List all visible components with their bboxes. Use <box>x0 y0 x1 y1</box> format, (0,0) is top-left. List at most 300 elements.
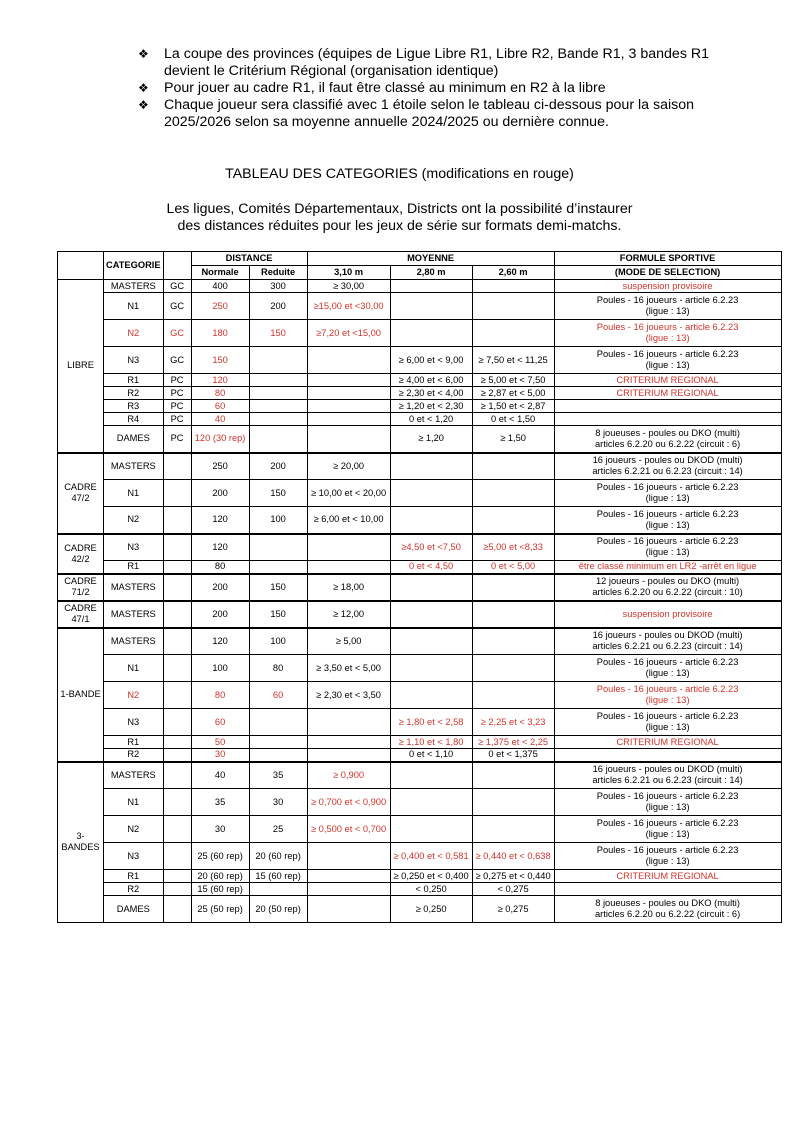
moyenne-260-cell <box>472 320 554 347</box>
moyenne-260-cell: 0 et < 1,50 <box>472 413 554 426</box>
distance-reduite-cell <box>249 426 307 453</box>
header-empty <box>58 252 104 280</box>
formule-line: 8 joueuses - poules ou DKO (multi) <box>595 898 740 908</box>
category-cell: N1 <box>104 480 164 507</box>
category-cell: MASTERS <box>104 628 164 655</box>
formule-line: 16 joueurs - poules ou DKOD (multi) <box>592 455 743 466</box>
group-name-cell: CADRE 47/2 <box>58 453 104 534</box>
distance-reduite-cell: 300 <box>249 280 307 293</box>
table-row <box>58 374 782 387</box>
moyenne-280-cell: 0 et < 1,20 <box>390 413 472 426</box>
table-row <box>58 400 782 413</box>
moyenne-260-cell <box>472 655 554 682</box>
type-cell: GC <box>163 347 191 374</box>
moyenne-260-cell: ≥ 5,00 et < 7,50 <box>472 374 554 387</box>
moyenne-280-cell: ≥ 0,250 et < 0,400 <box>390 870 472 883</box>
header-normale: Normale <box>191 266 249 280</box>
group-name-cell: 3- BANDES <box>58 762 104 923</box>
formule-line: Poules - 16 joueurs - article 6.2.23 <box>596 657 739 667</box>
distance-normale-cell: 40 <box>191 413 249 426</box>
table-row <box>58 574 782 601</box>
distance-normale-cell: 100 <box>191 655 249 682</box>
moyenne-280-cell <box>390 789 472 816</box>
moyenne-310-cell <box>307 347 390 374</box>
distance-reduite-cell <box>249 736 307 749</box>
distance-reduite-cell <box>249 347 307 374</box>
distance-normale-cell: 40 <box>191 762 249 789</box>
formule-line: (ligue : 13) <box>645 493 690 503</box>
formule-line: Poules - 16 joueurs - article 6.2.23 <box>596 845 739 855</box>
moyenne-310-cell <box>307 883 390 896</box>
moyenne-280-cell: ≥ 0,400 et < 0,581 <box>390 843 472 870</box>
distance-reduite-cell: 150 <box>249 480 307 507</box>
moyenne-260-cell <box>472 507 554 534</box>
moyenne-310-cell <box>307 736 390 749</box>
type-cell: GC <box>163 320 191 347</box>
distance-reduite-cell <box>249 534 307 561</box>
distance-reduite-cell: 100 <box>249 507 307 534</box>
moyenne-260-cell: ≥ 0,440 et < 0,638 <box>472 843 554 870</box>
moyenne-260-cell: ≥ 1,50 et < 2,87 <box>472 400 554 413</box>
distance-normale-cell: 35 <box>191 789 249 816</box>
formule-line: (ligue : 13) <box>645 668 690 678</box>
category-cell: DAMES <box>104 426 164 453</box>
formule-cell <box>554 374 781 387</box>
distance-normale-cell: 120 <box>191 374 249 387</box>
distance-normale-cell: 400 <box>191 280 249 293</box>
category-cell: R1 <box>104 561 164 574</box>
bullet-item <box>138 46 758 80</box>
formule-line: Poules - 16 joueurs - article 6.2.23 <box>596 322 739 332</box>
type-cell <box>163 682 191 709</box>
moyenne-260-cell: ≥5,00 et <8,33 <box>472 534 554 561</box>
distance-normale-cell: 150 <box>191 347 249 374</box>
moyenne-280-cell <box>390 480 472 507</box>
type-cell: PC <box>163 400 191 413</box>
distance-normale-cell: 80 <box>191 387 249 400</box>
formule-line: Poules - 16 joueurs - article 6.2.23 <box>596 349 739 359</box>
formule-cell <box>554 843 781 870</box>
formule-line: CRITERIUM REGIONAL <box>616 387 719 398</box>
type-cell <box>163 534 191 561</box>
moyenne-260-cell: 0 et < 1,375 <box>472 749 554 762</box>
moyenne-280-cell <box>390 655 472 682</box>
bullet-text: devient le Critérium Régional (organisation identique) <box>164 63 499 79</box>
category-cell: DAMES <box>104 896 164 923</box>
header-categorie: CATEGORIE <box>104 252 164 280</box>
type-cell <box>163 749 191 762</box>
formule-cell <box>554 736 781 749</box>
type-cell: PC <box>163 387 191 400</box>
diamond-bullet-icon: ❖ <box>138 98 149 112</box>
moyenne-310-cell <box>307 896 390 923</box>
type-cell <box>163 709 191 736</box>
intro-line-1: Les ligues, Comités Départementaux, Districts ont la possibilité d’instaurer <box>166 201 633 217</box>
moyenne-260-cell <box>472 816 554 843</box>
category-cell: N3 <box>104 843 164 870</box>
category-cell: R1 <box>104 870 164 883</box>
table-row <box>58 883 782 896</box>
moyenne-280-cell: ≥ 6,00 et < 9,00 <box>390 347 472 374</box>
intro-text <box>0 201 799 235</box>
distance-normale-cell: 250 <box>191 293 249 320</box>
type-cell <box>163 574 191 601</box>
table-row <box>58 749 782 762</box>
type-cell <box>163 507 191 534</box>
group-name-cell: LIBRE <box>58 280 104 453</box>
table-row <box>58 413 782 426</box>
formule-cell <box>554 534 781 561</box>
moyenne-260-cell <box>472 628 554 655</box>
distance-normale-cell: 25 (60 rep) <box>191 843 249 870</box>
moyenne-280-cell: ≥ 0,250 <box>390 896 472 923</box>
formule-cell <box>554 413 781 426</box>
formule-cell <box>554 453 781 480</box>
category-cell: N3 <box>104 347 164 374</box>
moyenne-310-cell: ≥ 2,30 et < 3,50 <box>307 682 390 709</box>
moyenne-260-cell: ≥ 1,375 et < 2,25 <box>472 736 554 749</box>
formule-line: articles 6.2.21 ou 6.2.23 (circuit : 14) <box>592 775 743 786</box>
moyenne-260-cell: ≥ 7,50 et < 11,25 <box>472 347 554 374</box>
moyenne-260-cell <box>472 574 554 601</box>
table-row <box>58 628 782 655</box>
moyenne-310-cell: ≥7,20 et <15,00 <box>307 320 390 347</box>
bullet-text: La coupe des provinces (équipes de Ligue Libre R1, Libre R2, Bande R1, 3 bandes R1 <box>164 46 709 62</box>
distance-reduite-cell: 20 (60 rep) <box>249 843 307 870</box>
formule-line: suspension provisoire <box>622 608 713 619</box>
bullet-text: Chaque joueur sera classifié avec 1 étoile selon le tableau ci-dessous pour la saison <box>164 97 694 113</box>
formule-line: (ligue : 13) <box>645 360 690 370</box>
formule-cell <box>554 426 781 453</box>
category-cell: MASTERS <box>104 574 164 601</box>
moyenne-310-cell <box>307 534 390 561</box>
moyenne-280-cell: ≥ 2,30 et < 4,00 <box>390 387 472 400</box>
group-name-cell: CADRE 42/2 <box>58 534 104 574</box>
distance-reduite-cell: 150 <box>249 574 307 601</box>
bullet-item <box>138 97 758 131</box>
moyenne-310-cell: ≥ 5,00 <box>307 628 390 655</box>
formule-line: Poules - 16 joueurs - article 6.2.23 <box>596 536 739 547</box>
moyenne-310-cell: ≥ 18,00 <box>307 574 390 601</box>
group-name-cell: CADRE 71/2 <box>58 574 104 601</box>
moyenne-310-cell <box>307 387 390 400</box>
formule-cell <box>554 896 781 923</box>
formule-line: CRITERIUM REGIONAL <box>616 870 719 881</box>
category-cell: R4 <box>104 413 164 426</box>
moyenne-280-cell: 0 et < 1,10 <box>390 749 472 762</box>
table-row <box>58 507 782 534</box>
distance-reduite-cell: 200 <box>249 453 307 480</box>
category-cell: N1 <box>104 789 164 816</box>
table-row <box>58 870 782 883</box>
distance-reduite-cell: 150 <box>249 320 307 347</box>
distance-normale-cell: 60 <box>191 709 249 736</box>
header-310: 3,10 m <box>307 266 390 280</box>
moyenne-260-cell <box>472 293 554 320</box>
formule-cell <box>554 280 781 293</box>
table-row <box>58 896 782 923</box>
moyenne-260-cell: ≥ 0,275 <box>472 896 554 923</box>
moyenne-310-cell: ≥ 0,700 et < 0,900 <box>307 789 390 816</box>
formule-cell <box>554 387 781 400</box>
moyenne-310-cell: ≥ 3,50 et < 5,00 <box>307 655 390 682</box>
distance-normale-cell: 80 <box>191 682 249 709</box>
category-cell: N3 <box>104 709 164 736</box>
moyenne-310-cell: ≥ 12,00 <box>307 601 390 628</box>
formule-line: Poules - 16 joueurs - article 6.2.23 <box>596 482 739 492</box>
category-cell: N2 <box>104 682 164 709</box>
intro-line-2: des distances réduites pour les jeux de série sur formats demi-matchs. <box>177 218 622 234</box>
distance-reduite-cell: 35 <box>249 762 307 789</box>
category-cell: N3 <box>104 534 164 561</box>
distance-normale-cell: 250 <box>191 453 249 480</box>
distance-normale-cell: 20 (60 rep) <box>191 870 249 883</box>
category-cell: R2 <box>104 749 164 762</box>
distance-reduite-cell: 200 <box>249 293 307 320</box>
moyenne-260-cell: ≥ 0,275 et < 0,440 <box>472 870 554 883</box>
formule-line: articles 6.2.20 ou 6.2.22 (circuit : 6) <box>594 909 741 919</box>
type-cell <box>163 870 191 883</box>
moyenne-260-cell <box>472 480 554 507</box>
distance-normale-cell: 15 (60 rep) <box>191 883 249 896</box>
formule-line: Poules - 16 joueurs - article 6.2.23 <box>596 791 739 801</box>
moyenne-280-cell: < 0,250 <box>390 883 472 896</box>
moyenne-310-cell: ≥15,00 et <30,00 <box>307 293 390 320</box>
formule-cell <box>554 628 781 655</box>
type-cell: PC <box>163 374 191 387</box>
moyenne-310-cell <box>307 870 390 883</box>
bullet-item <box>138 80 758 97</box>
formule-line: (ligue : 13) <box>645 802 690 812</box>
moyenne-280-cell <box>390 320 472 347</box>
type-cell: PC <box>163 426 191 453</box>
distance-reduite-cell <box>249 561 307 574</box>
formule-line: (ligue : 13) <box>645 333 690 343</box>
category-cell: N2 <box>104 507 164 534</box>
bullet-text: 2025/2026 selon sa moyenne annuelle 2024/2025 ou dernière connue. <box>164 114 609 130</box>
moyenne-260-cell <box>472 762 554 789</box>
formule-cell <box>554 762 781 789</box>
distance-normale-cell: 120 <box>191 628 249 655</box>
distance-reduite-cell: 60 <box>249 682 307 709</box>
type-cell <box>163 453 191 480</box>
table-row <box>58 453 782 480</box>
moyenne-280-cell: ≥ 4,00 et < 6,00 <box>390 374 472 387</box>
table-row <box>58 426 782 453</box>
header-type <box>163 252 191 280</box>
formule-line: articles 6.2.21 ou 6.2.23 (circuit : 14) <box>592 641 743 652</box>
formule-cell <box>554 574 781 601</box>
moyenne-260-cell <box>472 789 554 816</box>
table-row <box>58 387 782 400</box>
formule-cell <box>554 870 781 883</box>
table-row <box>58 293 782 320</box>
distance-reduite-cell <box>249 400 307 413</box>
formule-cell <box>554 400 781 413</box>
moyenne-260-cell <box>472 682 554 709</box>
category-cell: MASTERS <box>104 601 164 628</box>
moyenne-280-cell <box>390 816 472 843</box>
moyenne-280-cell: ≥ 1,80 et < 2,58 <box>390 709 472 736</box>
category-cell: R2 <box>104 883 164 896</box>
moyenne-260-cell <box>472 601 554 628</box>
type-cell <box>163 736 191 749</box>
categories-table <box>57 251 782 923</box>
category-cell: N1 <box>104 655 164 682</box>
moyenne-280-cell <box>390 507 472 534</box>
distance-reduite-cell <box>249 883 307 896</box>
distance-normale-cell: 120 <box>191 534 249 561</box>
table-row <box>58 280 782 293</box>
distance-reduite-cell <box>249 709 307 736</box>
formule-line: être classé minimum en LR2 -arrêt en ligue <box>578 561 757 572</box>
moyenne-280-cell <box>390 682 472 709</box>
distance-reduite-cell: 100 <box>249 628 307 655</box>
distance-reduite-cell: 20 (50 rep) <box>249 896 307 923</box>
category-cell: N2 <box>104 816 164 843</box>
category-cell: MASTERS <box>104 453 164 480</box>
distance-reduite-cell: 150 <box>249 601 307 628</box>
distance-normale-cell: 120 (30 rep) <box>191 426 249 453</box>
type-cell <box>163 601 191 628</box>
distance-normale-cell: 60 <box>191 400 249 413</box>
header-distance: DISTANCE <box>191 252 307 266</box>
moyenne-310-cell <box>307 374 390 387</box>
type-cell <box>163 789 191 816</box>
table-row <box>58 682 782 709</box>
moyenne-260-cell <box>472 280 554 293</box>
moyenne-310-cell <box>307 843 390 870</box>
type-cell <box>163 480 191 507</box>
distance-normale-cell: 200 <box>191 574 249 601</box>
table-row <box>58 762 782 789</box>
distance-normale-cell: 200 <box>191 480 249 507</box>
table-row <box>58 843 782 870</box>
moyenne-280-cell <box>390 453 472 480</box>
formule-line: Poules - 16 joueurs - article 6.2.23 <box>596 508 739 519</box>
moyenne-280-cell: ≥ 1,10 et < 1,80 <box>390 736 472 749</box>
formule-cell <box>554 293 781 320</box>
distance-normale-cell: 50 <box>191 736 249 749</box>
distance-normale-cell: 25 (50 rep) <box>191 896 249 923</box>
category-cell: MASTERS <box>104 762 164 789</box>
distance-reduite-cell: 80 <box>249 655 307 682</box>
table-row <box>58 816 782 843</box>
header-260: 2,60 m <box>472 266 554 280</box>
type-cell <box>163 655 191 682</box>
group-name-cell: 1-BANDE <box>58 628 104 762</box>
moyenne-310-cell <box>307 561 390 574</box>
table-row <box>58 534 782 561</box>
table-row <box>58 347 782 374</box>
moyenne-280-cell <box>390 574 472 601</box>
moyenne-260-cell: ≥ 1,50 <box>472 426 554 453</box>
type-cell <box>163 843 191 870</box>
formule-cell <box>554 682 781 709</box>
formule-line: 16 joueurs - poules ou DKOD (multi) <box>592 630 743 641</box>
type-cell <box>163 762 191 789</box>
header-moyenne: MOYENNE <box>307 252 554 266</box>
moyenne-280-cell: 0 et < 4,50 <box>390 561 472 574</box>
moyenne-310-cell <box>307 749 390 762</box>
distance-reduite-cell <box>249 387 307 400</box>
distance-reduite-cell <box>249 413 307 426</box>
formule-cell <box>554 320 781 347</box>
distance-reduite-cell: 15 (60 rep) <box>249 870 307 883</box>
header-mode-selection: (MODE DE SELECTION) <box>554 266 781 280</box>
moyenne-280-cell: ≥ 1,20 et < 2,30 <box>390 400 472 413</box>
formule-cell <box>554 883 781 896</box>
table-row <box>58 320 782 347</box>
formule-line: 12 joueurs - poules ou DKO (multi) <box>596 576 740 586</box>
formule-cell <box>554 561 781 574</box>
type-cell: GC <box>163 280 191 293</box>
type-cell <box>163 561 191 574</box>
moyenne-280-cell: ≥ 1,20 <box>390 426 472 453</box>
formule-line: CRITERIUM REGIONAL <box>616 736 719 747</box>
moyenne-260-cell: 0 et < 5,00 <box>472 561 554 574</box>
formule-cell <box>554 601 781 628</box>
bullet-list <box>138 46 758 131</box>
moyenne-280-cell <box>390 293 472 320</box>
moyenne-310-cell <box>307 400 390 413</box>
table-row <box>58 655 782 682</box>
group-name-cell: CADRE 47/1 <box>58 601 104 628</box>
distance-reduite-cell <box>249 374 307 387</box>
formule-cell <box>554 507 781 534</box>
diamond-bullet-icon: ❖ <box>138 47 149 61</box>
category-cell: R1 <box>104 374 164 387</box>
moyenne-310-cell: ≥ 20,00 <box>307 453 390 480</box>
category-cell: R2 <box>104 387 164 400</box>
moyenne-310-cell: ≥ 0,500 et < 0,700 <box>307 816 390 843</box>
header-reduite: Reduite <box>249 266 307 280</box>
moyenne-310-cell: ≥ 6,00 et < 10,00 <box>307 507 390 534</box>
moyenne-260-cell: ≥ 2,87 et < 5,00 <box>472 387 554 400</box>
moyenne-280-cell: ≥4,50 et <7,50 <box>390 534 472 561</box>
moyenne-280-cell <box>390 601 472 628</box>
moyenne-280-cell <box>390 628 472 655</box>
formule-line: (ligue : 13) <box>645 695 690 705</box>
type-cell: PC <box>163 413 191 426</box>
header-280: 2,80 m <box>390 266 472 280</box>
category-cell: N1 <box>104 293 164 320</box>
formule-line: (ligue : 13) <box>645 519 690 530</box>
moyenne-310-cell: ≥ 0,900 <box>307 762 390 789</box>
type-cell <box>163 896 191 923</box>
distance-reduite-cell <box>249 749 307 762</box>
header-formule: FORMULE SPORTIVE <box>554 252 781 266</box>
moyenne-310-cell: ≥ 30,00 <box>307 280 390 293</box>
moyenne-260-cell <box>472 453 554 480</box>
formule-cell <box>554 655 781 682</box>
formule-line: (ligue : 13) <box>645 829 690 839</box>
bullet-text: Pour jouer au cadre R1, il faut être classé au minimum en R2 à la libre <box>164 80 606 96</box>
distance-normale-cell: 30 <box>191 749 249 762</box>
formule-line: (ligue : 13) <box>645 856 690 866</box>
moyenne-310-cell <box>307 426 390 453</box>
diamond-bullet-icon: ❖ <box>138 81 149 95</box>
type-cell <box>163 883 191 896</box>
moyenne-310-cell: ≥ 10,00 et < 20,00 <box>307 480 390 507</box>
formule-line: articles 6.2.21 ou 6.2.23 (circuit : 14) <box>592 466 743 477</box>
formule-cell <box>554 749 781 762</box>
distance-reduite-cell: 30 <box>249 789 307 816</box>
type-cell <box>163 816 191 843</box>
table-row <box>58 561 782 574</box>
formule-line: (ligue : 13) <box>645 306 690 316</box>
table-row <box>58 789 782 816</box>
